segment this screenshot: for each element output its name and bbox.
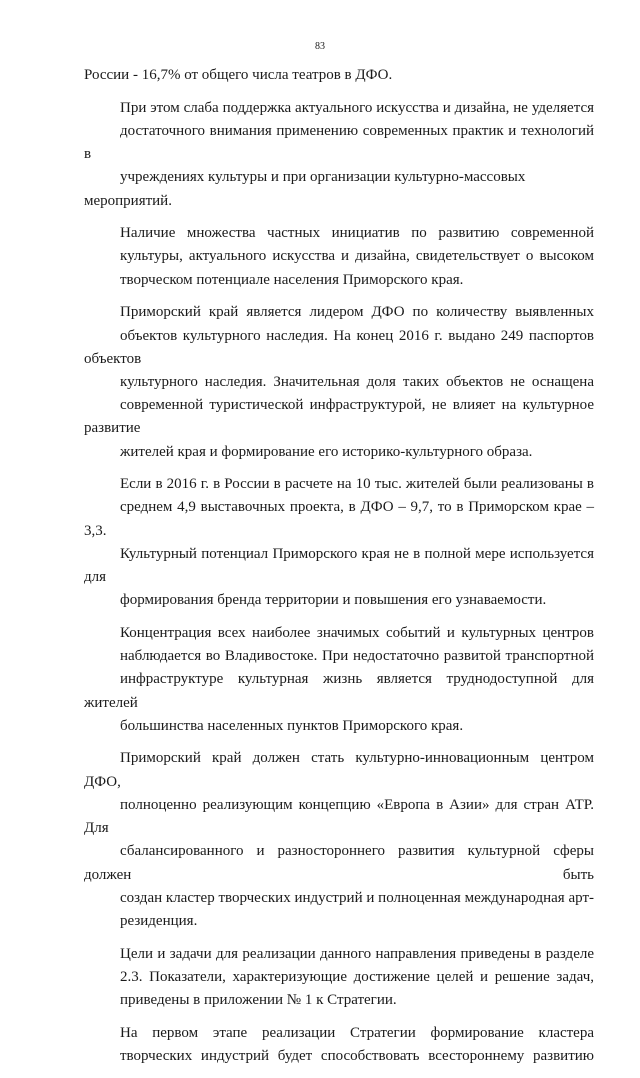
- text-line: Концентрация всех наиболее значимых событий и культурных центров: [120, 624, 594, 641]
- paragraph: [84, 622, 594, 738]
- text-line: среднем 4,9 выставочных проекта, в ДФО – 9,7, то в Приморском крае – 3,3.: [84, 499, 594, 539]
- document-body: [84, 64, 594, 1078]
- paragraph: [84, 1022, 594, 1068]
- text-line: современной туристической инфраструктурой, не влияет на культурное развитие: [84, 397, 594, 437]
- paragraph: [84, 473, 594, 612]
- text-line: Наличие множества частных инициатив по развитию современной: [120, 225, 594, 242]
- text-line: резиденция.: [120, 912, 198, 929]
- text-line: жителей края и формирование его историко-культурного образа.: [120, 443, 533, 460]
- text-line: России - 16,7% от общего числа театров в ДФО.: [84, 67, 393, 83]
- text-line: творческом потенциале населения Приморского края.: [120, 271, 464, 288]
- text-line: наблюдается во Владивостоке. При недостаточно развитой транспортной: [120, 648, 594, 665]
- text-line: творческих индустрий будет способствовать всестороннему развитию: [120, 1047, 594, 1064]
- text-line: объектов культурного наследия. На конец 2016 г. выдано 249 паспортов объектов: [84, 327, 594, 367]
- text-line: При этом слаба поддержка актуального искусства и дизайна, не уделяется: [120, 99, 594, 116]
- text-line: культурного наследия. Значительная доля таких объектов не оснащена: [120, 373, 594, 390]
- text-line: создан кластер творческих индустрий и полноценная международная арт-: [120, 889, 594, 906]
- text-line: 2.3. Показатели, характеризующие достижение целей и решение задач,: [120, 968, 594, 985]
- text-line: достаточного внимания применению современных практик и технологий в: [84, 122, 594, 163]
- paragraph: [84, 301, 594, 463]
- text-line: Приморский край должен стать культурно-инновационным центром ДФО,: [84, 750, 594, 790]
- text-line: учреждениях культуры и при организации культурно-массовых мероприятий.: [84, 169, 526, 209]
- text-line: Культурный потенциал Приморского края не в полной мере используется для: [84, 545, 594, 586]
- paragraph: [84, 747, 594, 933]
- text-line: культуры, актуального искусства и дизайна, свидетельствует о высоком: [120, 248, 594, 265]
- text-line: полноценно реализующим концепцию «Европа в Азии» для стран АТР. Для: [84, 796, 594, 837]
- paragraph: [84, 97, 594, 213]
- paragraph: [84, 222, 594, 292]
- text-line: На первом этапе реализации Стратегии формирование кластера: [120, 1024, 594, 1041]
- paragraph: [84, 64, 594, 87]
- text-line: Цели и задачи для реализации данного направления приведены в разделе: [120, 945, 594, 962]
- text-line: сбалансированного и разностороннего развития культурной сферы должен быть: [84, 843, 594, 883]
- text-line: большинства населенных пунктов Приморского края.: [120, 717, 464, 734]
- text-line: инфраструктуре культурная жизнь является труднодоступной для жителей: [84, 671, 594, 711]
- text-line: приведены в приложении № 1 к Стратегии.: [120, 992, 397, 1009]
- text-line: формирования бренда территории и повышения его узнаваемости.: [120, 592, 547, 609]
- text-line: Приморский край является лидером ДФО по количеству выявленных: [120, 304, 594, 321]
- page-number: 83: [315, 41, 325, 52]
- paragraph: [84, 943, 594, 1013]
- text-line: Если в 2016 г. в России в расчете на 10 тыс. жителей были реализованы в: [120, 476, 594, 493]
